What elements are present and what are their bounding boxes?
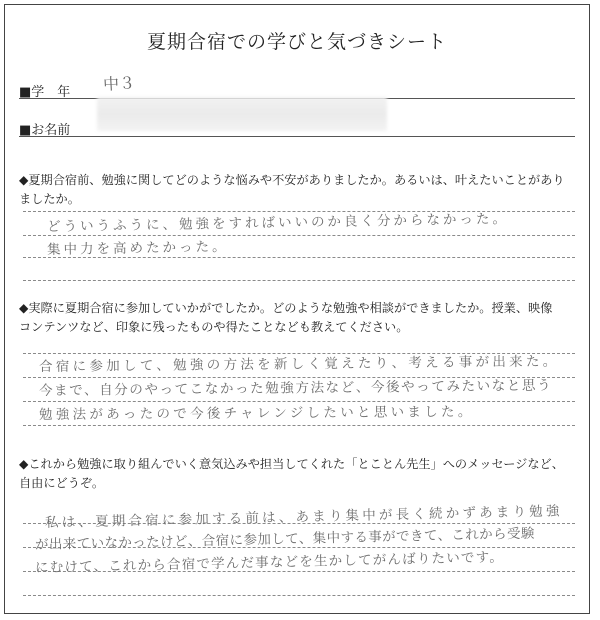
name-line (19, 136, 575, 137)
worksheet (4, 4, 590, 614)
answer-3-line-2: が出来ていなかったけど、合宿に参加して、集中する事ができて、これから受験 (34, 525, 535, 553)
grade-label: ■学 年 (19, 85, 71, 100)
question-1-line-1: ◆夏期合宿前、勉強に関してどのような悩みや不安がありましたか。あるいは、叶えたいことがありましたか。 (19, 173, 565, 206)
answer-2-line-2: 今まで、自分のやってこなかった勉強方法など、今後やってみたいなと思う (38, 377, 553, 399)
answer-rule (23, 595, 575, 596)
question-3-line-2: 自由にどうぞ。 (19, 476, 105, 490)
answer-rule (23, 280, 575, 281)
answer-2-line-3: 勉強法があったので今後チャレンジしたいと思いました。 (38, 403, 475, 423)
question-2-line-2: コンテンツなど、印象に残ったものや得たことなども教えてください。 (19, 320, 409, 334)
question-2-line-1: ◆実際に夏期合宿に参加していかがでしたか。どのような勉強や相談ができましたか。授業、映像 (19, 301, 553, 315)
question-1 (19, 171, 573, 209)
grade-value: 中３ (102, 73, 136, 94)
answer-rule (23, 235, 575, 236)
name-redaction (97, 97, 387, 131)
sheet-title: 夏期合宿での学びと気づきシート (146, 31, 447, 53)
answer-1-line-1: どういうふうに、勉強をすればいいのか良く分からなかった。 (46, 210, 510, 235)
answer-2-line-1: 合宿に参加して、勉強の方法を新しく覚えたり、考える事が出来た。 (38, 353, 560, 375)
answer-rule (23, 257, 575, 258)
question-2 (19, 299, 573, 337)
answer-3-line-3: にむけて、これから合宿で学んだ事などを生かしてがんばりたいです。 (34, 549, 505, 576)
answer-rule (23, 425, 575, 426)
answer-3-line-1: 私は、夏期合宿に参加する前は、あまり集中が長く続かずあまり勉強 (44, 503, 563, 531)
name-label: ■お名前 (19, 123, 71, 138)
question-3-line-1: ◆これから勉強に取り組んでいく意気込みや担当してくれた「とことん先生」へのメッセージなど、 (19, 457, 564, 471)
answer-1-line-2: 集中力を高めたかった。 (46, 238, 229, 258)
question-3 (19, 455, 573, 493)
